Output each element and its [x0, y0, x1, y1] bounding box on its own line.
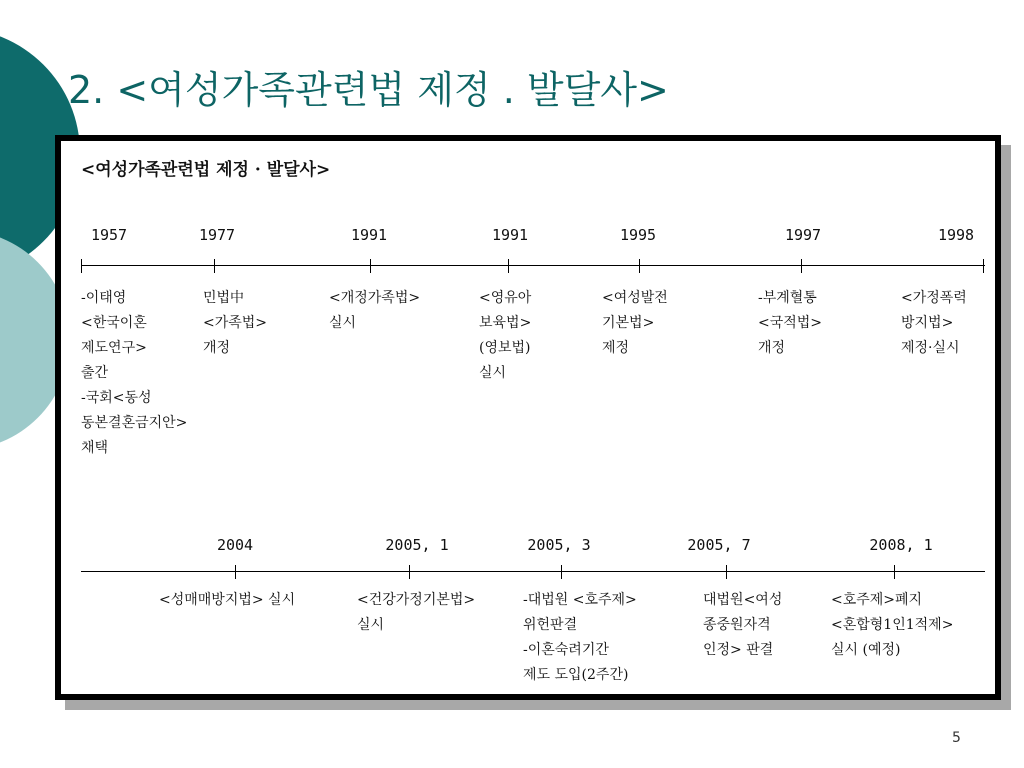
timeline-tick [894, 565, 895, 579]
timeline-event: 대법원<여성 종중원자격 인정> 판결 [703, 592, 783, 658]
year-label: 2005, 1 [385, 536, 449, 554]
timeline-event: <개정가족법> 실시 [329, 290, 421, 331]
timeline-event: -부계혈통 <국적법> 개정 [758, 290, 823, 356]
timeline-axis-top [81, 265, 985, 266]
timeline-event: <영유아 보육법> (영보법) 실시 [479, 290, 532, 381]
timeline-axis-bottom [81, 571, 985, 572]
timeline-tick [370, 259, 371, 273]
year-label: 1997 [784, 226, 822, 244]
year-label: 2008, 1 [869, 536, 933, 554]
year-label: 2005, 3 [527, 536, 591, 554]
year-label: 2004 [216, 536, 254, 554]
year-label: 1995 [619, 226, 657, 244]
timeline-event: <성매매방지법> 실시 [159, 592, 296, 608]
timeline-event: -대법원 <호주제> 위헌판결 -이혼숙려기간 제도 도입(2주간) [523, 592, 637, 683]
timeline-event: <호주제>폐지 <혼합형1인1적제> 실시 (예정) [831, 592, 954, 658]
year-label: 1998 [937, 226, 975, 244]
timeline-tick [508, 259, 509, 273]
timeline-event: -이태영 <한국이혼 제도연구> 출간 -국회<동성 동본결혼금지안> 채택 [81, 290, 188, 456]
timeline-tick [81, 259, 82, 273]
diagram-title: <여성가족관련법 제정 · 발달사> [81, 160, 331, 180]
timeline-tick [214, 259, 215, 273]
timeline-tick [561, 565, 562, 579]
year-label: 1957 [90, 226, 128, 244]
timeline-event: 민법中 <가족법> 개정 [203, 290, 268, 356]
page-number: 5 [952, 730, 961, 746]
timeline-tick [983, 259, 984, 273]
timeline-tick [639, 259, 640, 273]
year-label: 2005, 7 [687, 536, 751, 554]
timeline-tick [726, 565, 727, 579]
year-label: 1991 [350, 226, 388, 244]
year-label: 1991 [491, 226, 529, 244]
timeline-tick [235, 565, 236, 579]
timeline-tick [409, 565, 410, 579]
timeline-diagram [55, 135, 1001, 700]
slide-title: 2. <여성가족관련법 제정 . 발달사> [68, 68, 669, 112]
timeline-event: <가정폭력 방지법> 제정·실시 [901, 290, 967, 356]
timeline-event: <건강가정기본법> 실시 [357, 592, 476, 633]
year-label: 1977 [198, 226, 236, 244]
timeline-event: <여성발전 기본법> 제정 [602, 290, 668, 356]
timeline-tick [801, 259, 802, 273]
